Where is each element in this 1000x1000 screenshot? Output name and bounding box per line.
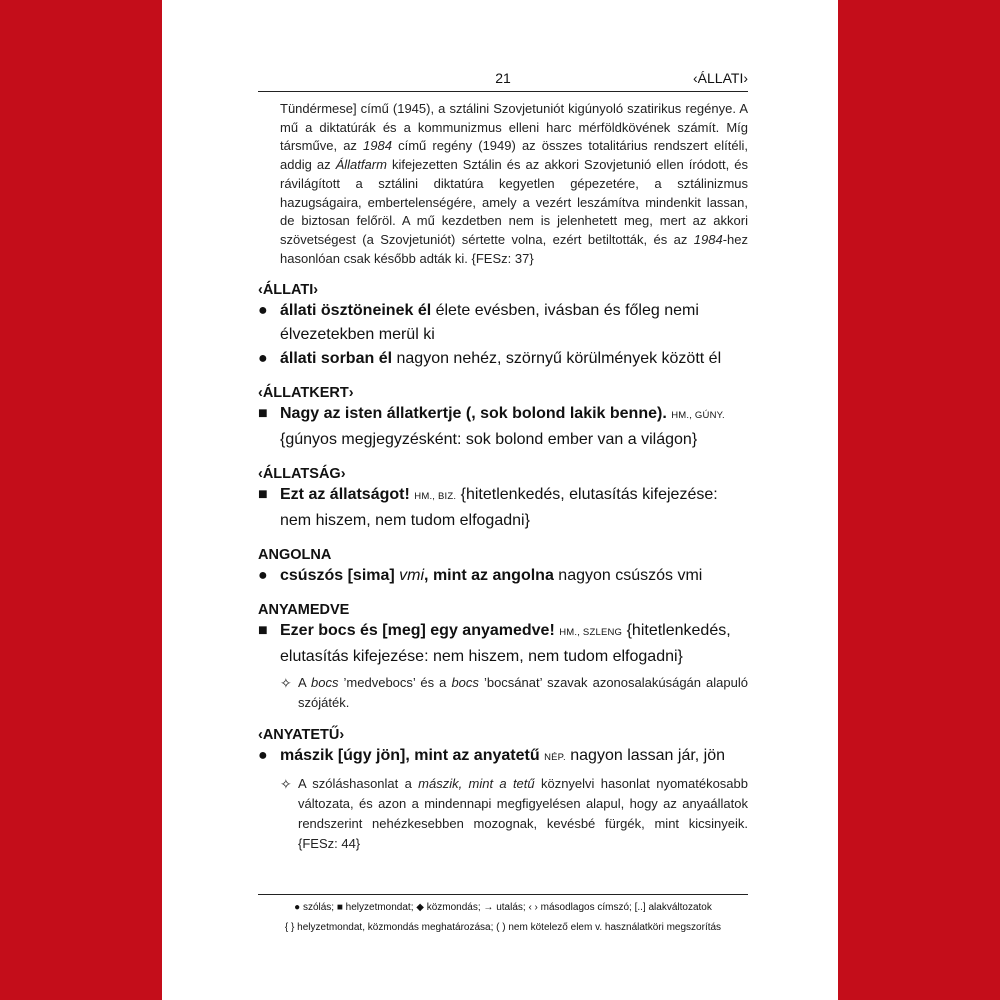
entry-head-allatkert: ‹ÁLLATKERT› bbox=[258, 385, 354, 402]
intro-paragraph bbox=[280, 100, 748, 268]
phrase-bold: , mint az angolna bbox=[424, 567, 554, 585]
entry-item bbox=[258, 402, 748, 452]
entry-text bbox=[280, 619, 748, 669]
etymology-note bbox=[280, 673, 748, 713]
definition: {hitetlenkedés, elutasítás kifejezése: nem hiszem, nem tudom elfogadni} bbox=[280, 622, 731, 666]
definition: nagyon nehéz, szörnyű körülmények között él bbox=[392, 350, 722, 368]
intro-text-1: Tündérmese] című (1945), a sztálini Szovjetuniót kigúnyoló szatirikus regénye. A mű a diktatúrák és a kommunizmus elleni harc mérföldkövének számít. Míg társműve, az bbox=[280, 101, 748, 154]
etymology-note bbox=[280, 774, 748, 854]
note-text: A szóláshasonlat a mászik, mint a tetű köznyelvi hasonlat nyomatékosabb változata, és azon a mindennapi megfigyelésen alapul, hogy az anyaállatok rendszerint nehézkesebben mozognak, kevésbé fürgék, mint kicsinyeik. {FESz: 44} bbox=[298, 776, 748, 852]
definition: nagyon csúszós vmi bbox=[553, 567, 703, 585]
legend-line-2: { } helyzetmondat, közmondás meghatározása; ( ) nem kötelező elem v. használatköri megszorítás bbox=[284, 922, 722, 933]
entry-item bbox=[258, 744, 748, 770]
entry-head-anyatetu: ‹ANYATETŰ› bbox=[258, 727, 345, 744]
bullet-icon: ● bbox=[258, 302, 268, 320]
intro-text-3: kifejezetten Sztálin és az akkori Szovjetunió ellen íródott, és rávilágított a sztálini diktatúra kegyetlen gépezetére, a sztálinizmus hazugságaira, embertelenségére, amely a vezért leszámítva mindenkit lassan, de biztosan felőröl. A mű kezdetben nem is jelenhetett meg, mert az akkori szövetségest (a Szovjetuniót) sértette volna, ezért betiltották, és az bbox=[280, 157, 748, 247]
entry-head-anyamedve: ANYAMEDVE bbox=[258, 602, 350, 619]
intro-italic-2: Állatfarm bbox=[335, 157, 387, 173]
legend-footer bbox=[258, 894, 748, 938]
intro-italic-1: 1984 bbox=[363, 138, 392, 154]
square-icon: ■ bbox=[258, 486, 268, 504]
phrase-bold: csúszós [sima] bbox=[280, 567, 400, 585]
usage-label: HM., SZLENG bbox=[559, 627, 623, 639]
dictionary-page bbox=[162, 0, 838, 1000]
phrase-bold: állati sorban él bbox=[280, 350, 393, 368]
entry-item bbox=[258, 347, 748, 371]
entry-text bbox=[280, 402, 748, 452]
entry-item bbox=[258, 483, 748, 533]
sparkle-icon: ✧ bbox=[280, 776, 292, 793]
intro-text-4: -hez hasonlóan csak később adták ki. {FESz: 37} bbox=[280, 231, 748, 266]
note-text: A bocs ’medvebocs’ és a bocs ’bocsánat’ szavak azonosalakúságán alapuló szójáték. bbox=[298, 675, 748, 711]
bullet-icon: ● bbox=[258, 747, 268, 765]
page-number: 21 bbox=[495, 70, 511, 86]
entry-head-allatsag: ‹ÁLLATSÁG› bbox=[258, 466, 346, 483]
entry-item bbox=[258, 299, 748, 347]
usage-label: NÉP. bbox=[544, 752, 566, 764]
phrase-bold: Ezt az állatságot! bbox=[280, 486, 410, 504]
legend-line-1: ● szólás; ■ helyzetmondat; ◆ közmondás; → utalás; ‹ › másodlagos címszó; [..] alakváltozatok bbox=[294, 902, 712, 913]
intro-text-2: című regény (1949) az összes totalitárius rendszert elítéli, addig az bbox=[280, 138, 749, 173]
entry-item bbox=[258, 619, 748, 669]
usage-label: HM., GÚNY. bbox=[671, 410, 725, 422]
entry-text bbox=[280, 299, 748, 347]
bullet-icon: ● bbox=[258, 350, 268, 368]
entry-head-allati: ‹ÁLLATI› bbox=[258, 282, 319, 299]
definition: {hitetlenkedés, elutasítás kifejezése: nem hiszem, nem tudom elfogadni} bbox=[280, 486, 718, 530]
phrase-italic: vmi bbox=[399, 567, 425, 585]
definition: nagyon lassan jár, jön bbox=[565, 747, 726, 765]
square-icon: ■ bbox=[258, 405, 268, 423]
bullet-icon: ● bbox=[258, 567, 268, 585]
phrase-bold: mászik [úgy jön], mint az anyatetű bbox=[280, 747, 540, 765]
phrase-bold: Ezer bocs és [meg] egy anyamedve! bbox=[280, 622, 555, 640]
intro-italic-3: 1984 bbox=[693, 231, 723, 247]
entry-head-angolna: ANGOLNA bbox=[258, 547, 332, 564]
entry-text bbox=[280, 483, 748, 533]
running-head: ‹ÁLLATI› bbox=[693, 70, 748, 86]
entry-text bbox=[280, 744, 748, 770]
square-icon: ■ bbox=[258, 622, 268, 640]
sparkle-icon: ✧ bbox=[280, 675, 292, 692]
definition: {gúnyos megjegyzésként: sok bolond ember van a világon} bbox=[280, 431, 698, 449]
phrase-bold: Nagy az isten állatkertje (, sok bolond lakik benne). bbox=[280, 405, 667, 423]
entry-text bbox=[280, 564, 748, 588]
entry-item bbox=[258, 564, 748, 588]
page-content bbox=[258, 100, 748, 854]
entry-text bbox=[280, 347, 748, 371]
definition: élete evésben, ivásban és főleg nemi élvezetekben merül ki bbox=[280, 302, 699, 344]
page-header bbox=[258, 70, 748, 92]
usage-label: HM., BIZ. bbox=[414, 491, 457, 503]
phrase-bold: állati ösztöneinek él bbox=[280, 302, 432, 320]
